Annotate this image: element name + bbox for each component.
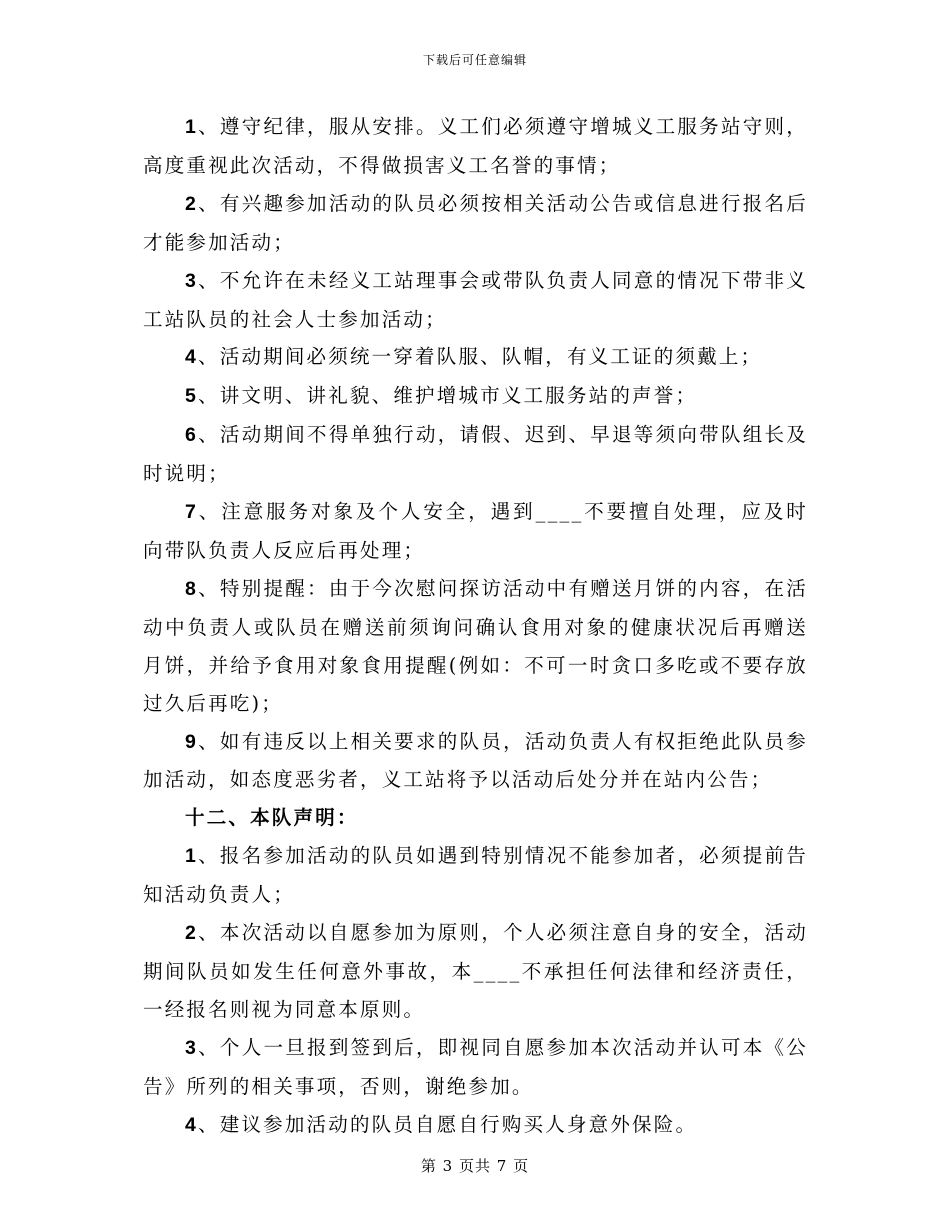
- rule-item-text: 、活动期间必须统一穿着队服、队帽，有义工证的须戴上；: [198, 345, 763, 369]
- rule-item-text: 、不允许在未经义工站理事会或带队负责人同意的情况下带非义工站队员的社会人士参加活动；: [143, 268, 808, 331]
- declaration-item-number: 1: [185, 845, 199, 868]
- rule-item-3: [143, 262, 808, 339]
- declaration-item-number: 2: [185, 922, 199, 945]
- declaration-item-text: 、建议参加活动的队员自愿自行购买人身意外保险。: [198, 1112, 698, 1136]
- rule-item-text: 、活动期间不得单独行动，请假、迟到、早退等须向带队组长及时说明；: [143, 423, 808, 486]
- rule-item-9: [143, 723, 808, 800]
- rule-item-text: 、特别提醒：由于今次慰问探访活动中有赠送月饼的内容，在活动中负责人或队员在赠送前须询问确认食用对象的健康状况后再赠送月饼，并给予食用对象食用提醒(例如：不可一时贪口多吃或不要存放过久后再吃)；: [143, 576, 808, 715]
- declaration-item-text: 、报名参加活动的队员如遇到特别情况不能参加者，必须提前告知活动负责人；: [143, 844, 808, 907]
- rule-item-text: 、注意服务对象及个人安全，遇到____不要擅自处理，应及时向带队负责人反应后再处理；: [143, 500, 808, 562]
- rule-item-8: [143, 570, 808, 723]
- rule-item-text: 、有兴趣参加活动的队员必须按相关活动公告或信息进行报名后才能参加活动；: [143, 191, 808, 254]
- page-footer: 第 3 页共 7 页: [420, 1157, 530, 1175]
- rule-item-number: 6: [185, 424, 199, 447]
- declaration-item-number: 3: [185, 1036, 199, 1059]
- rule-item-5: [143, 377, 808, 416]
- rule-item-1: [143, 108, 808, 185]
- rule-item-number: 1: [185, 116, 199, 138]
- rule-item-text: 、遵守纪律，服从安排。义工们必须遵守增城义工服务站守则，高度重视此次活动，不得做损害义工名誉的事情；: [143, 115, 808, 177]
- document-body: [143, 108, 808, 1144]
- declaration-item-text: 、个人一旦报到签到后，即视同自愿参加本次活动并认可本《公告》所列的相关事项，否则，谢绝参加。: [143, 1035, 808, 1098]
- declaration-item-4: [143, 1106, 808, 1145]
- rule-item-number: 4: [185, 346, 199, 369]
- declaration-item-number: 4: [185, 1113, 199, 1136]
- declaration-item-3: [143, 1029, 808, 1106]
- rule-item-number: 7: [185, 501, 199, 524]
- declaration-item-1: [143, 837, 808, 914]
- rule-item-number: 9: [185, 730, 199, 753]
- rule-item-number: 2: [185, 192, 199, 215]
- rule-item-number: 3: [185, 269, 199, 292]
- rule-item-number: 5: [185, 385, 199, 408]
- rule-item-7: [143, 493, 808, 570]
- rule-item-6: [143, 416, 808, 493]
- section-heading: 十二、本队声明：: [185, 806, 359, 830]
- rule-item-2: [143, 185, 808, 262]
- rule-item-text: 、讲文明、讲礼貌、维护增城市义工服务站的声誉；: [198, 384, 698, 408]
- rule-item-4: [143, 338, 808, 377]
- rule-item-number: 8: [185, 577, 199, 600]
- declaration-item-2: [143, 914, 808, 1029]
- page-header: 下载后可任意编辑: [422, 53, 527, 67]
- rule-item-text: 、如有违反以上相关要求的队员，活动负责人有权拒绝此队员参加活动，如态度恶劣者，义工站将予以活动后处分并在站内公告；: [143, 729, 808, 792]
- declaration-item-text: 、本次活动以自愿参加为原则，个人必须注意自身的安全，活动期间队员如发生任何意外事故，本____不承担任何法律和经济责任，一经报名则视为同意本原则。: [143, 921, 808, 1021]
